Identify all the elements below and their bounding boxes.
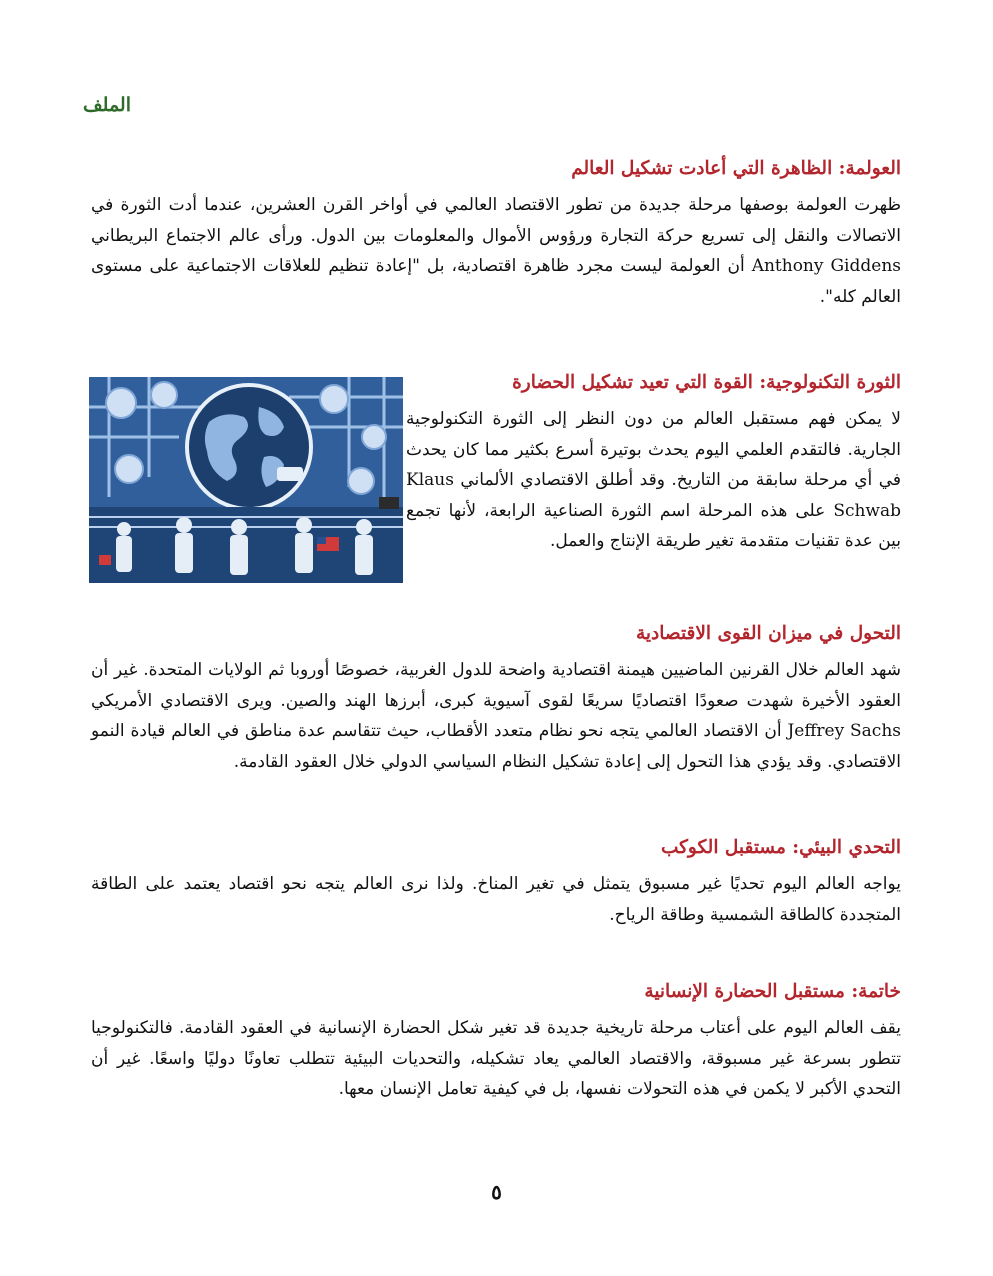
page-header-title: الملف bbox=[82, 94, 131, 116]
section-heading: العولمة: الظاهرة التي أعادت تشكيل العالم bbox=[571, 158, 901, 179]
section-heading: خاتمة: مستقبل الحضارة الإنسانية bbox=[644, 981, 901, 1002]
page-number: ٥ bbox=[491, 1180, 502, 1204]
section-globalization bbox=[91, 154, 901, 312]
section-heading: الثورة التكنولوجية: القوة التي تعيد تشكيل الحضارة bbox=[512, 372, 901, 393]
section-body: يواجه العالم اليوم تحديًا غير مسبوق يتمثل في تغير المناخ. ولذا نرى العالم يتجه نحو اقتصاد يعتمد على الطاقة المتجددة كالطاقة الشمسية وطاقة الرياح. bbox=[91, 874, 901, 925]
section-body: شهد العالم خلال القرنين الماضيين هيمنة اقتصادية واضحة للدول الغربية، خصوصًا أوروبا ثم الولايات المتحدة. غير أن العقود الأخيرة شهدت صعودًا اقتصاديًا سريعًا لقوى آسيوية كبرى، أبرزها الهند والصين. ويرى الاقتصادي الأمريكي Jeffrey Sachs أن الاقتصاد العالمي يتجه نحو نظام متعدد الأقطاب، حيث تتقاسم عدة مناطق في العالم قيادة النمو الاقتصادي. وقد يؤدي هذا التحول إلى إعادة تشكيل النظام السياسي الدولي خلال العقود القادمة. bbox=[91, 660, 901, 772]
section-tech-revolution bbox=[406, 368, 901, 557]
section-economic-power bbox=[91, 619, 901, 777]
technology-illustration bbox=[89, 377, 403, 583]
section-body: لا يمكن فهم مستقبل العالم من دون النظر إلى الثورة التكنولوجية الجارية. فالتقدم العلمي اليوم يحدث بوتيرة أسرع بكثير مما كان يحدث في أي مرحلة سابقة من التاريخ. وقد أطلق الاقتصادي الألماني Klaus Schwab على هذه المرحلة اسم الثورة الصناعية الرابعة، لأنها تجمع بين عدة تقنيات متقدمة تغير طريقة الإنتاج والعمل. bbox=[406, 409, 901, 551]
section-heading: التحول في ميزان القوى الاقتصادية bbox=[635, 623, 901, 644]
section-heading: التحدي البيئي: مستقبل الكوكب bbox=[660, 837, 901, 858]
section-body: يقف العالم اليوم على أعتاب مرحلة تاريخية جديدة قد تغير شكل الحضارة الإنسانية في العقود القادمة. فالتكنولوجيا تتطور بسرعة غير مسبوقة، والاقتصاد العالمي يعاد تشكيله، والتحديات البيئية تتطلب تعاونًا دوليًا واسعًا. غير أن التحدي الأكبر لا يكمن في هذه التحولات نفسها، بل في كيفية تعامل الإنسان معها. bbox=[91, 1018, 901, 1099]
section-body: ظهرت العولمة بوصفها مرحلة جديدة من تطور الاقتصاد العالمي في أواخر القرن العشرين، عندما أدت الثورة في الاتصالات والنقل إلى تسريع حركة التجارة ورؤوس الأموال والمعلومات بين الدول. ورأى عالم الاجتماع البريطاني Anthony Giddens أن العولمة ليست مجرد ظاهرة اقتصادية، بل "إعادة تنظيم للعلاقات الاجتماعية على مستوى العالم كله". bbox=[91, 195, 901, 307]
section-environment bbox=[91, 833, 901, 930]
section-conclusion bbox=[91, 977, 901, 1105]
